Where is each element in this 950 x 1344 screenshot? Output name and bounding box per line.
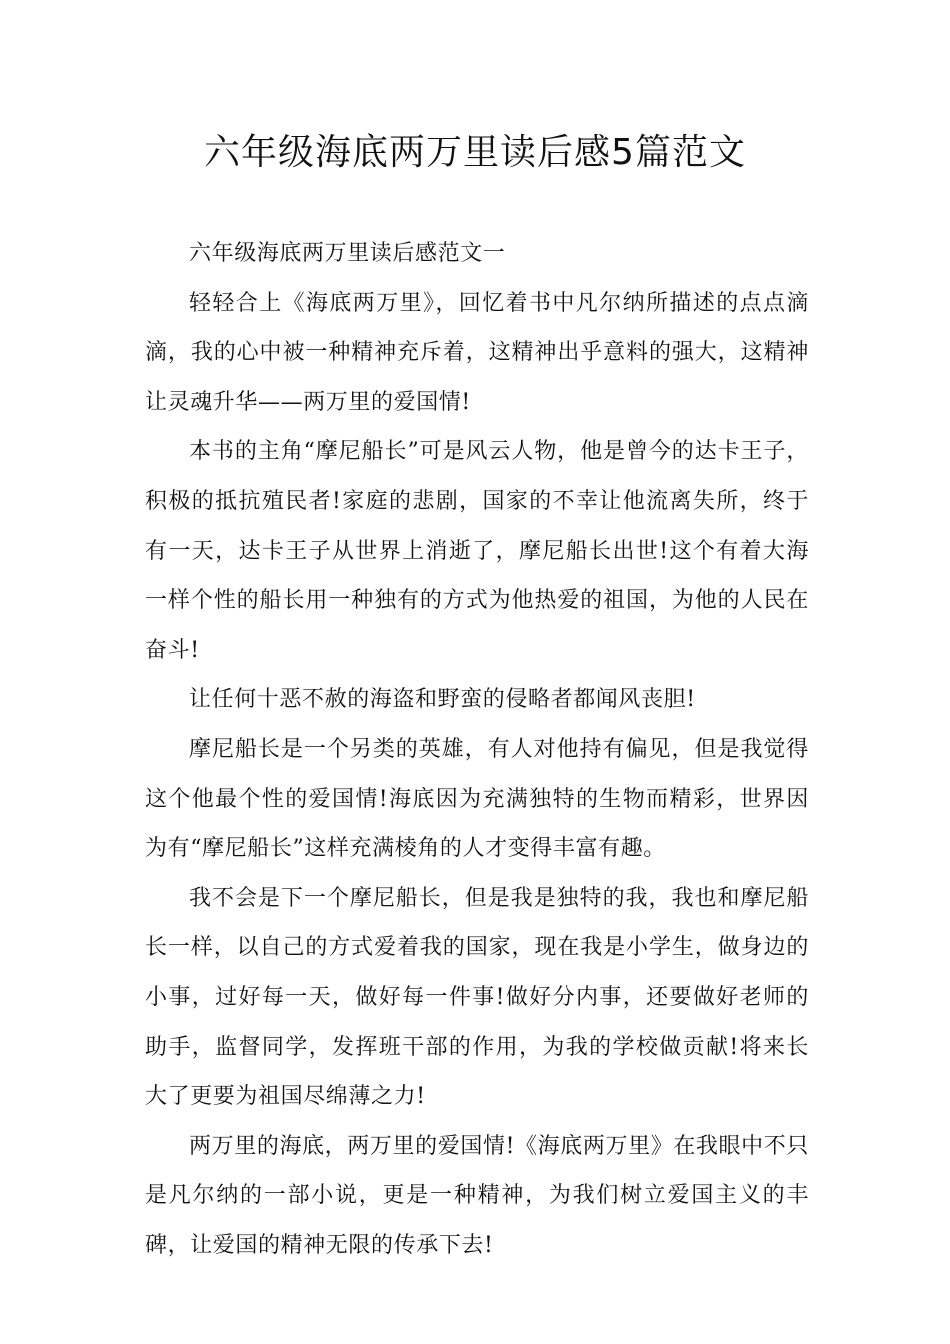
paragraph: 轻轻合上《海底两万里》，回忆着书中凡尔纳所描述的点点滴滴，我的心中被一种精神充斥着，这精神出乎意料的强大，这精神让灵魂升华——两万里的爱国情!	[145, 290, 809, 415]
paragraph: 让任何十恶不赦的海盗和野蛮的侵略者都闻风丧胆!	[189, 687, 696, 713]
paragraph: 我不会是下一个摩尼船长，但是我是独特的我，我也和摩尼船长一样，以自己的方式爱着我的国家，现在我是小学生，做身边的小事，过好每一天，做好每一件事!做好分内事，还要做好老师的助手，监督同学，发挥班干部的作用，为我的学校做贡献!将来长大了更要为祖国尽绵薄之力!	[145, 885, 809, 1110]
paragraph: 两万里的海底，两万里的爱国情!《海底两万里》在我眼中不只是凡尔纳的一部小说，更是一种精神，为我们树立爱国主义的丰碑，让爱国的精神无限的传承下去!	[145, 1133, 809, 1258]
document-body	[145, 229, 809, 1270]
paragraph: 摩尼船长是一个另类的英雄，有人对他持有偏见，但是我觉得这个他最个性的爱国情!海底因为充满独特的生物而精彩，世界因为有“摩尼船长”这样充满棱角的人才变得丰富有趣。	[145, 736, 809, 862]
section-heading: 六年级海底两万里读后感范文一	[189, 241, 506, 266]
document-title: 六年级海底两万里读后感5篇范文	[204, 132, 746, 173]
paragraph: 本书的主角“摩尼船长”可是风云人物，他是曾今的达卡王子，积极的抵抗殖民者!家庭的悲剧，国家的不幸让他流离失所，终于有一天，达卡王子从世界上消逝了，摩尼船长出世!这个有着大海一样个性的船长用一种独有的方式为他热爱的祖国，为他的人民在奋斗!	[145, 439, 809, 663]
